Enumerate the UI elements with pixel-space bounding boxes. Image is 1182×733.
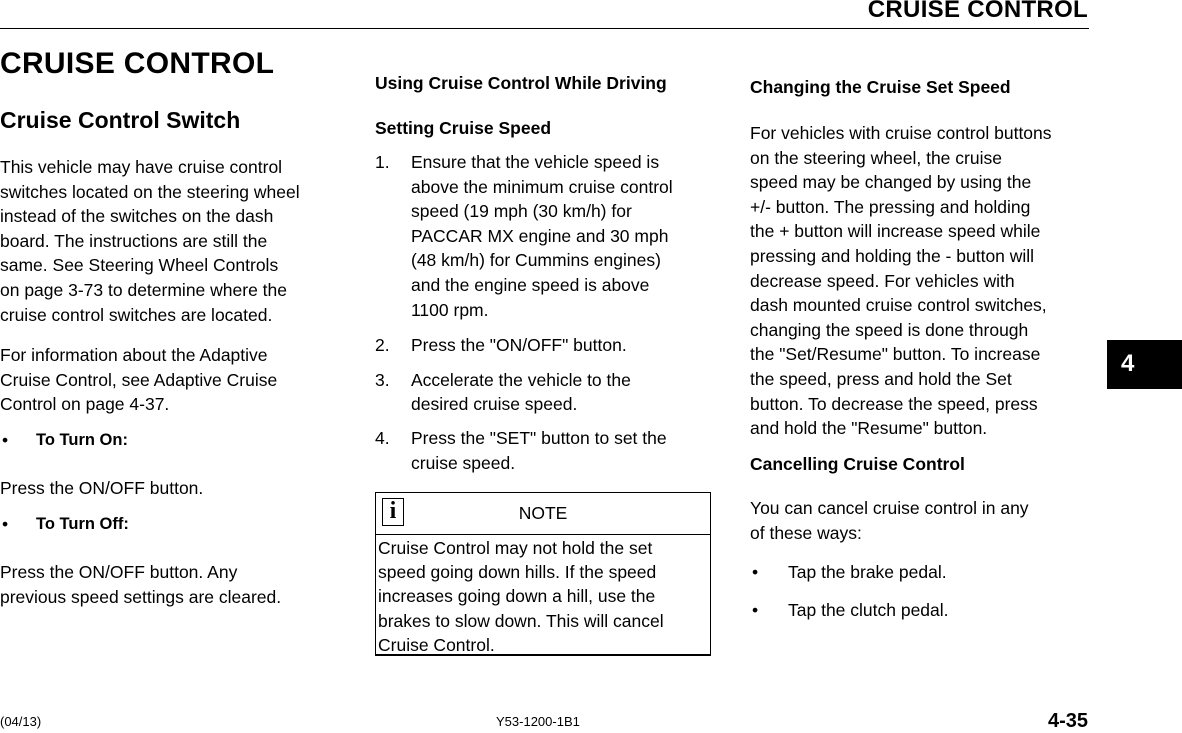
chapter-tab-label: 4 bbox=[1121, 350, 1135, 377]
text-line: Ensure that the vehicle speed is bbox=[411, 152, 660, 172]
header-rule bbox=[0, 28, 1089, 29]
text-line: Accelerate the vehicle to the bbox=[411, 369, 631, 390]
bullet-brake bbox=[752, 560, 947, 585]
note-text bbox=[376, 536, 710, 657]
text-line: increases going down a hill, use the bbox=[378, 586, 656, 607]
text-line: the + button will increase speed while bbox=[750, 221, 1041, 242]
using-cruise-heading: Using Cruise Control While Driving bbox=[375, 73, 667, 93]
text-line: changing the speed is done through bbox=[750, 319, 1029, 340]
text-line: of these ways: bbox=[750, 522, 862, 543]
setting-speed-heading: Setting Cruise Speed bbox=[375, 118, 552, 138]
text-line: For vehicles with cruise control buttons bbox=[750, 123, 1052, 143]
note-header bbox=[376, 493, 710, 535]
text-line: Cruise Control, see Adaptive Cruise bbox=[0, 369, 278, 390]
text-line: 1100 rpm. bbox=[411, 299, 489, 320]
turn-off-text bbox=[0, 560, 281, 609]
step-number: 2. bbox=[375, 335, 390, 356]
text-line: and hold the "Resume" button. bbox=[750, 418, 988, 439]
text-line: speed going down hills. If the speed bbox=[378, 562, 657, 583]
intro-paragraph bbox=[0, 155, 350, 327]
text-line: same. See Steering Wheel Controls bbox=[0, 255, 279, 276]
bullet-turn-off bbox=[2, 512, 129, 537]
footer-doc-id: Y53-1200-1B1 bbox=[496, 714, 580, 729]
text-line: cruise speed. bbox=[411, 452, 516, 473]
bullet-clutch-text: Tap the clutch pedal. bbox=[788, 600, 949, 620]
bullet-clutch bbox=[752, 598, 949, 623]
bullet-turn-on-label: To Turn On: bbox=[36, 431, 128, 449]
text-line: You can cancel cruise control in any bbox=[750, 498, 1029, 518]
step-number: 1. bbox=[375, 152, 390, 172]
text-line: speed (19 mph (30 km/h) for bbox=[411, 201, 632, 222]
adaptive-cruise-paragraph bbox=[0, 343, 350, 417]
text-line: on page 3-73 to determine where the bbox=[0, 279, 287, 300]
step-number: 4. bbox=[375, 427, 390, 448]
chapter-tab bbox=[1107, 340, 1182, 389]
info-icon: i bbox=[382, 498, 404, 526]
turn-on-text: Press the ON/OFF button. bbox=[0, 478, 204, 498]
text-line: PACCAR MX engine and 30 mph bbox=[411, 225, 669, 246]
text-line: above the minimum cruise control bbox=[411, 176, 673, 197]
text-line: This vehicle may have cruise control bbox=[0, 157, 283, 177]
text-line: button. To decrease the speed, press bbox=[750, 393, 1038, 414]
text-line: brakes to slow down. This will cancel bbox=[378, 610, 664, 631]
bullet-brake-text: Tap the brake pedal. bbox=[788, 562, 947, 582]
section-title: Cruise Control Switch bbox=[0, 107, 241, 133]
steps-list bbox=[375, 150, 715, 475]
text-line: switches located on the steering wheel bbox=[0, 181, 300, 202]
list-item bbox=[375, 368, 715, 417]
text-line: (48 km/h) for Cummins engines) bbox=[411, 250, 661, 271]
text-line: board. The instructions are still the bbox=[0, 230, 268, 251]
page-title: CRUISE CONTROL bbox=[0, 47, 275, 80]
page-number: 4-35 bbox=[1047, 710, 1088, 732]
running-header-title: CRUISE CONTROL bbox=[867, 0, 1088, 23]
text-line: speed may be changed by using the bbox=[750, 172, 1032, 193]
cancelling-heading: Cancelling Cruise Control bbox=[750, 454, 965, 474]
text-line: instead of the switches on the dash bbox=[0, 206, 274, 227]
step-number: 3. bbox=[375, 369, 390, 390]
bullet-dot: • bbox=[752, 600, 759, 620]
list-item bbox=[375, 150, 715, 322]
list-item bbox=[375, 333, 715, 358]
bullet-turn-off-label: To Turn Off: bbox=[36, 515, 129, 533]
text-line: Press the "SET" button to set the bbox=[411, 427, 667, 448]
text-line: For information about the Adaptive bbox=[0, 345, 268, 365]
text-line: previous speed settings are cleared. bbox=[0, 586, 282, 607]
bullet-turn-on bbox=[2, 428, 128, 453]
note-label: NOTE bbox=[518, 503, 568, 523]
text-line: Press the ON/OFF button. Any bbox=[0, 562, 238, 582]
text-line: and the engine speed is above bbox=[411, 274, 650, 295]
footer-date: (04/13) bbox=[0, 714, 42, 729]
bullet-dot: • bbox=[2, 514, 9, 534]
text-line: Cruise Control. bbox=[378, 634, 495, 655]
text-line: Cruise Control may not hold the set bbox=[378, 538, 653, 558]
text-line: desired cruise speed. bbox=[411, 394, 578, 415]
text-line: the speed, press and hold the Set bbox=[750, 368, 1012, 389]
changing-speed-heading: Changing the Cruise Set Speed bbox=[750, 77, 1011, 97]
text-line: decrease speed. For vehicles with bbox=[750, 270, 1015, 291]
text-line: Control on page 4-37. bbox=[0, 394, 170, 415]
changing-speed-paragraph bbox=[750, 121, 1095, 441]
text-line: pressing and holding the - button will bbox=[750, 245, 1035, 266]
text-line: dash mounted cruise control switches, bbox=[750, 295, 1047, 316]
text-line: on the steering wheel, the cruise bbox=[750, 147, 1002, 168]
text-line: the "Set/Resume" button. To increase bbox=[750, 344, 1041, 365]
text-line: cruise control switches are located. bbox=[0, 304, 273, 325]
bullet-dot: • bbox=[752, 562, 759, 582]
text-line: +/- button. The pressing and holding bbox=[750, 196, 1031, 217]
bullet-dot: • bbox=[2, 430, 9, 450]
note-box bbox=[375, 492, 711, 656]
list-item bbox=[375, 426, 715, 475]
cancelling-paragraph bbox=[750, 496, 1095, 545]
text-line: Press the "ON/OFF" button. bbox=[411, 335, 627, 356]
